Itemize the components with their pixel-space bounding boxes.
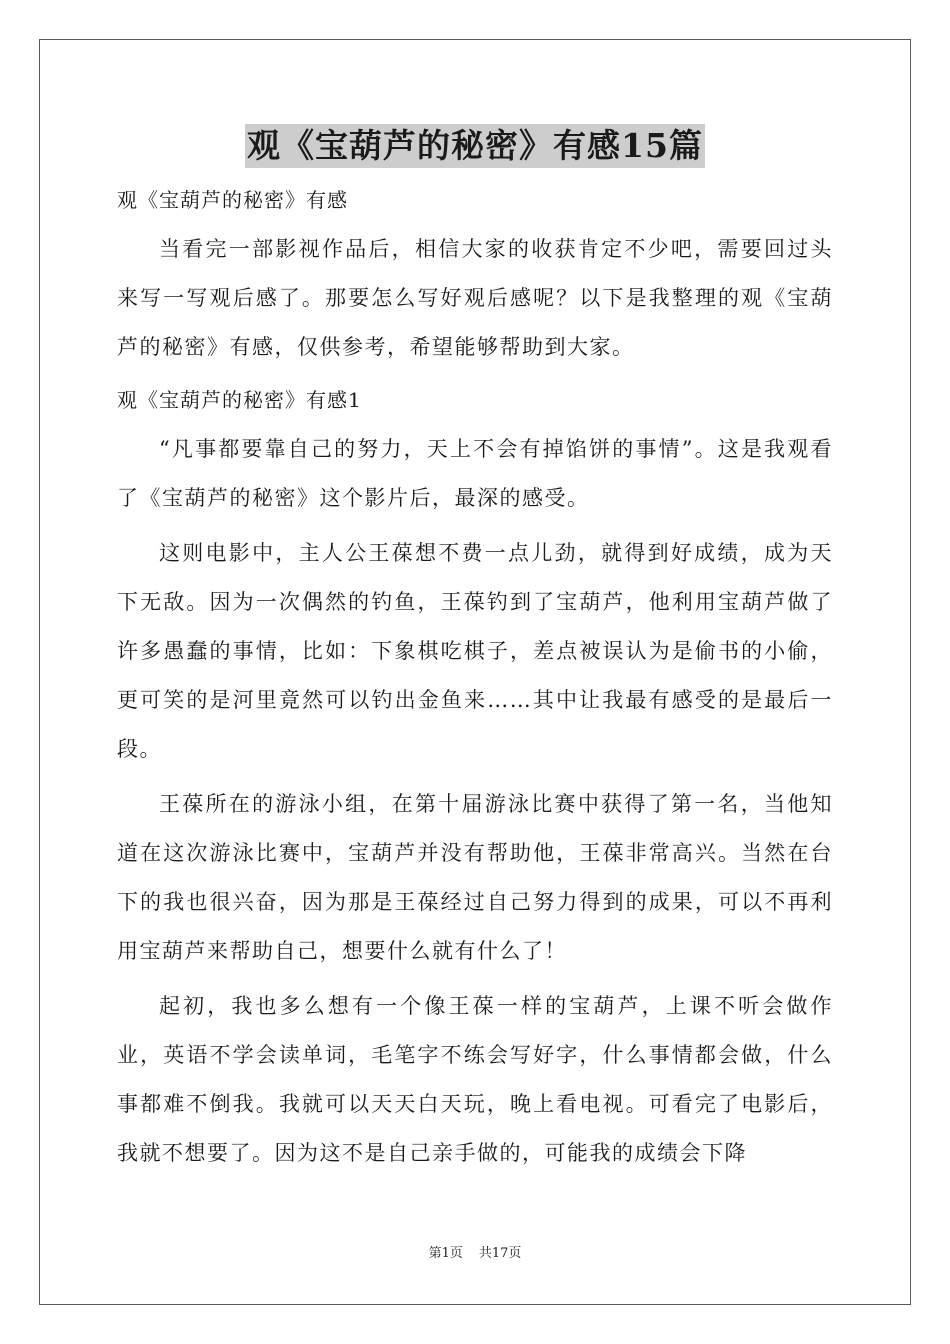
page-footer [0,1245,950,1263]
essay-1-heading: 观《宝葫芦的秘密》有感1 [117,388,362,412]
intro-paragraph: 当看完一部影视作品后，相信大家的收获肯定不少吧，需要回过头来写一写观后感了。那要怎么写好观后感呢？以下是我整理的观《宝葫芦的秘密》有感，仅供参考，希望能够帮助到大家。 [117,237,833,359]
essay-1-paragraph-2: 这则电影中，主人公王葆想不费一点儿劲，就得到好成绩，成为天下无敌。因为一次偶然的钓鱼，王葆钓到了宝葫芦，他利用宝葫芦做了许多愚蠢的事情，比如：下象棋吃棋子，差点被误认为是偷书的小偷，更可笑的是河里竟然可以钓出金鱼来……其中让我最有感受的是最后一段。 [117,541,833,761]
document-title-block [0,124,950,168]
page-total: 共17页 [478,1246,522,1261]
page-number: 第1页 [428,1246,463,1261]
essay-1-paragraph-1: “凡事都要靠自己的努力，天上不会有掉馅饼的事情”。这是我观看了《宝葫芦的秘密》这个影片后，最深的感受。 [117,437,833,510]
essay-1-paragraph-4: 起初，我也多么想有一个像王葆一样的宝葫芦，上课不听会做作业，英语不学会读单词，毛笔字不练会写好字，什么事情都会做，什么事都难不倒我。我就可以天天白天玩，晚上看电视。可看完了电影后，我就不想要了。因为这不是自己亲手做的，可能我的成绩会下降 [117,994,833,1165]
document-body [117,178,833,1184]
intro-heading: 观《宝葫芦的秘密》有感 [117,188,348,212]
essay-1-paragraph-3: 王葆所在的游泳小组，在第十届游泳比赛中获得了第一名，当他知道在这次游泳比赛中，宝葫芦并没有帮助他，王葆非常高兴。当然在台下的我也很兴奋，因为那是王葆经过自己努力得到的成果，可以不再利用宝葫芦来帮助自己，想要什么就有什么了！ [117,792,833,963]
document-title: 观《宝葫芦的秘密》有感15篇 [245,124,705,168]
